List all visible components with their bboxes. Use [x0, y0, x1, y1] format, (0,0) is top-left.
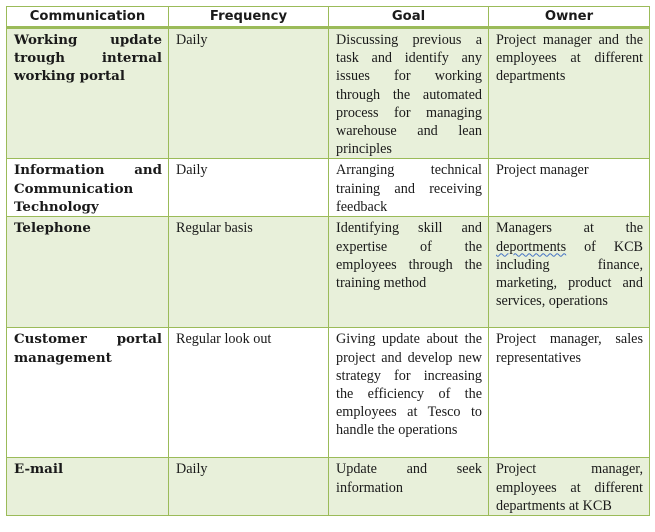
cell-communication: Customer portal management	[7, 328, 169, 458]
table-row	[7, 458, 650, 516]
cell-frequency: Regular look out	[169, 328, 329, 458]
cell-goal: Identifying skill and expertise of the employees through the training method	[329, 217, 489, 328]
table-row	[7, 217, 650, 328]
cell-frequency: Daily	[169, 28, 329, 159]
header-frequency: Frequency	[169, 7, 329, 28]
table-row	[7, 28, 650, 159]
cell-owner: Project manager, sales representatives	[489, 328, 650, 458]
cell-goal: Giving update about the project and develop new strategy for increasing the efficiency of the employees at Tesco to handle the operations	[329, 328, 489, 458]
cell-goal: Update and seek information	[329, 458, 489, 516]
cell-communication: E-mail	[7, 458, 169, 516]
header-owner: Owner	[489, 7, 650, 28]
header-row	[7, 7, 650, 28]
cell-communication: Information and Communication Technology	[7, 159, 169, 217]
cell-frequency: Daily	[169, 159, 329, 217]
cell-goal: Discussing previous a task and identify any issues for working through the automated process for managing warehouse and lean principles	[329, 28, 489, 159]
header-communication: Communication	[7, 7, 169, 28]
owner-text-after: of KCB including finance, marketing, product and services, operations	[496, 238, 643, 310]
cell-owner: Project manager and the employees at different departments	[489, 28, 650, 159]
cell-owner: Project manager, employees at different departments at KCB	[489, 458, 650, 516]
table-row	[7, 328, 650, 458]
cell-owner: Project manager	[489, 159, 650, 217]
cell-frequency: Daily	[169, 458, 329, 516]
cell-communication: Telephone	[7, 217, 169, 328]
cell-frequency: Regular basis	[169, 217, 329, 328]
owner-text-before: Managers at the	[496, 220, 643, 237]
cell-communication: Working update trough internal working portal	[7, 28, 169, 159]
spellcheck-flagged-word[interactable]: deportments	[496, 238, 567, 255]
communication-plan-table	[6, 6, 650, 516]
table-row	[7, 159, 650, 217]
header-goal: Goal	[329, 7, 489, 28]
cell-goal: Arranging technical training and receiving feedback	[329, 159, 489, 217]
cell-owner	[489, 217, 650, 328]
